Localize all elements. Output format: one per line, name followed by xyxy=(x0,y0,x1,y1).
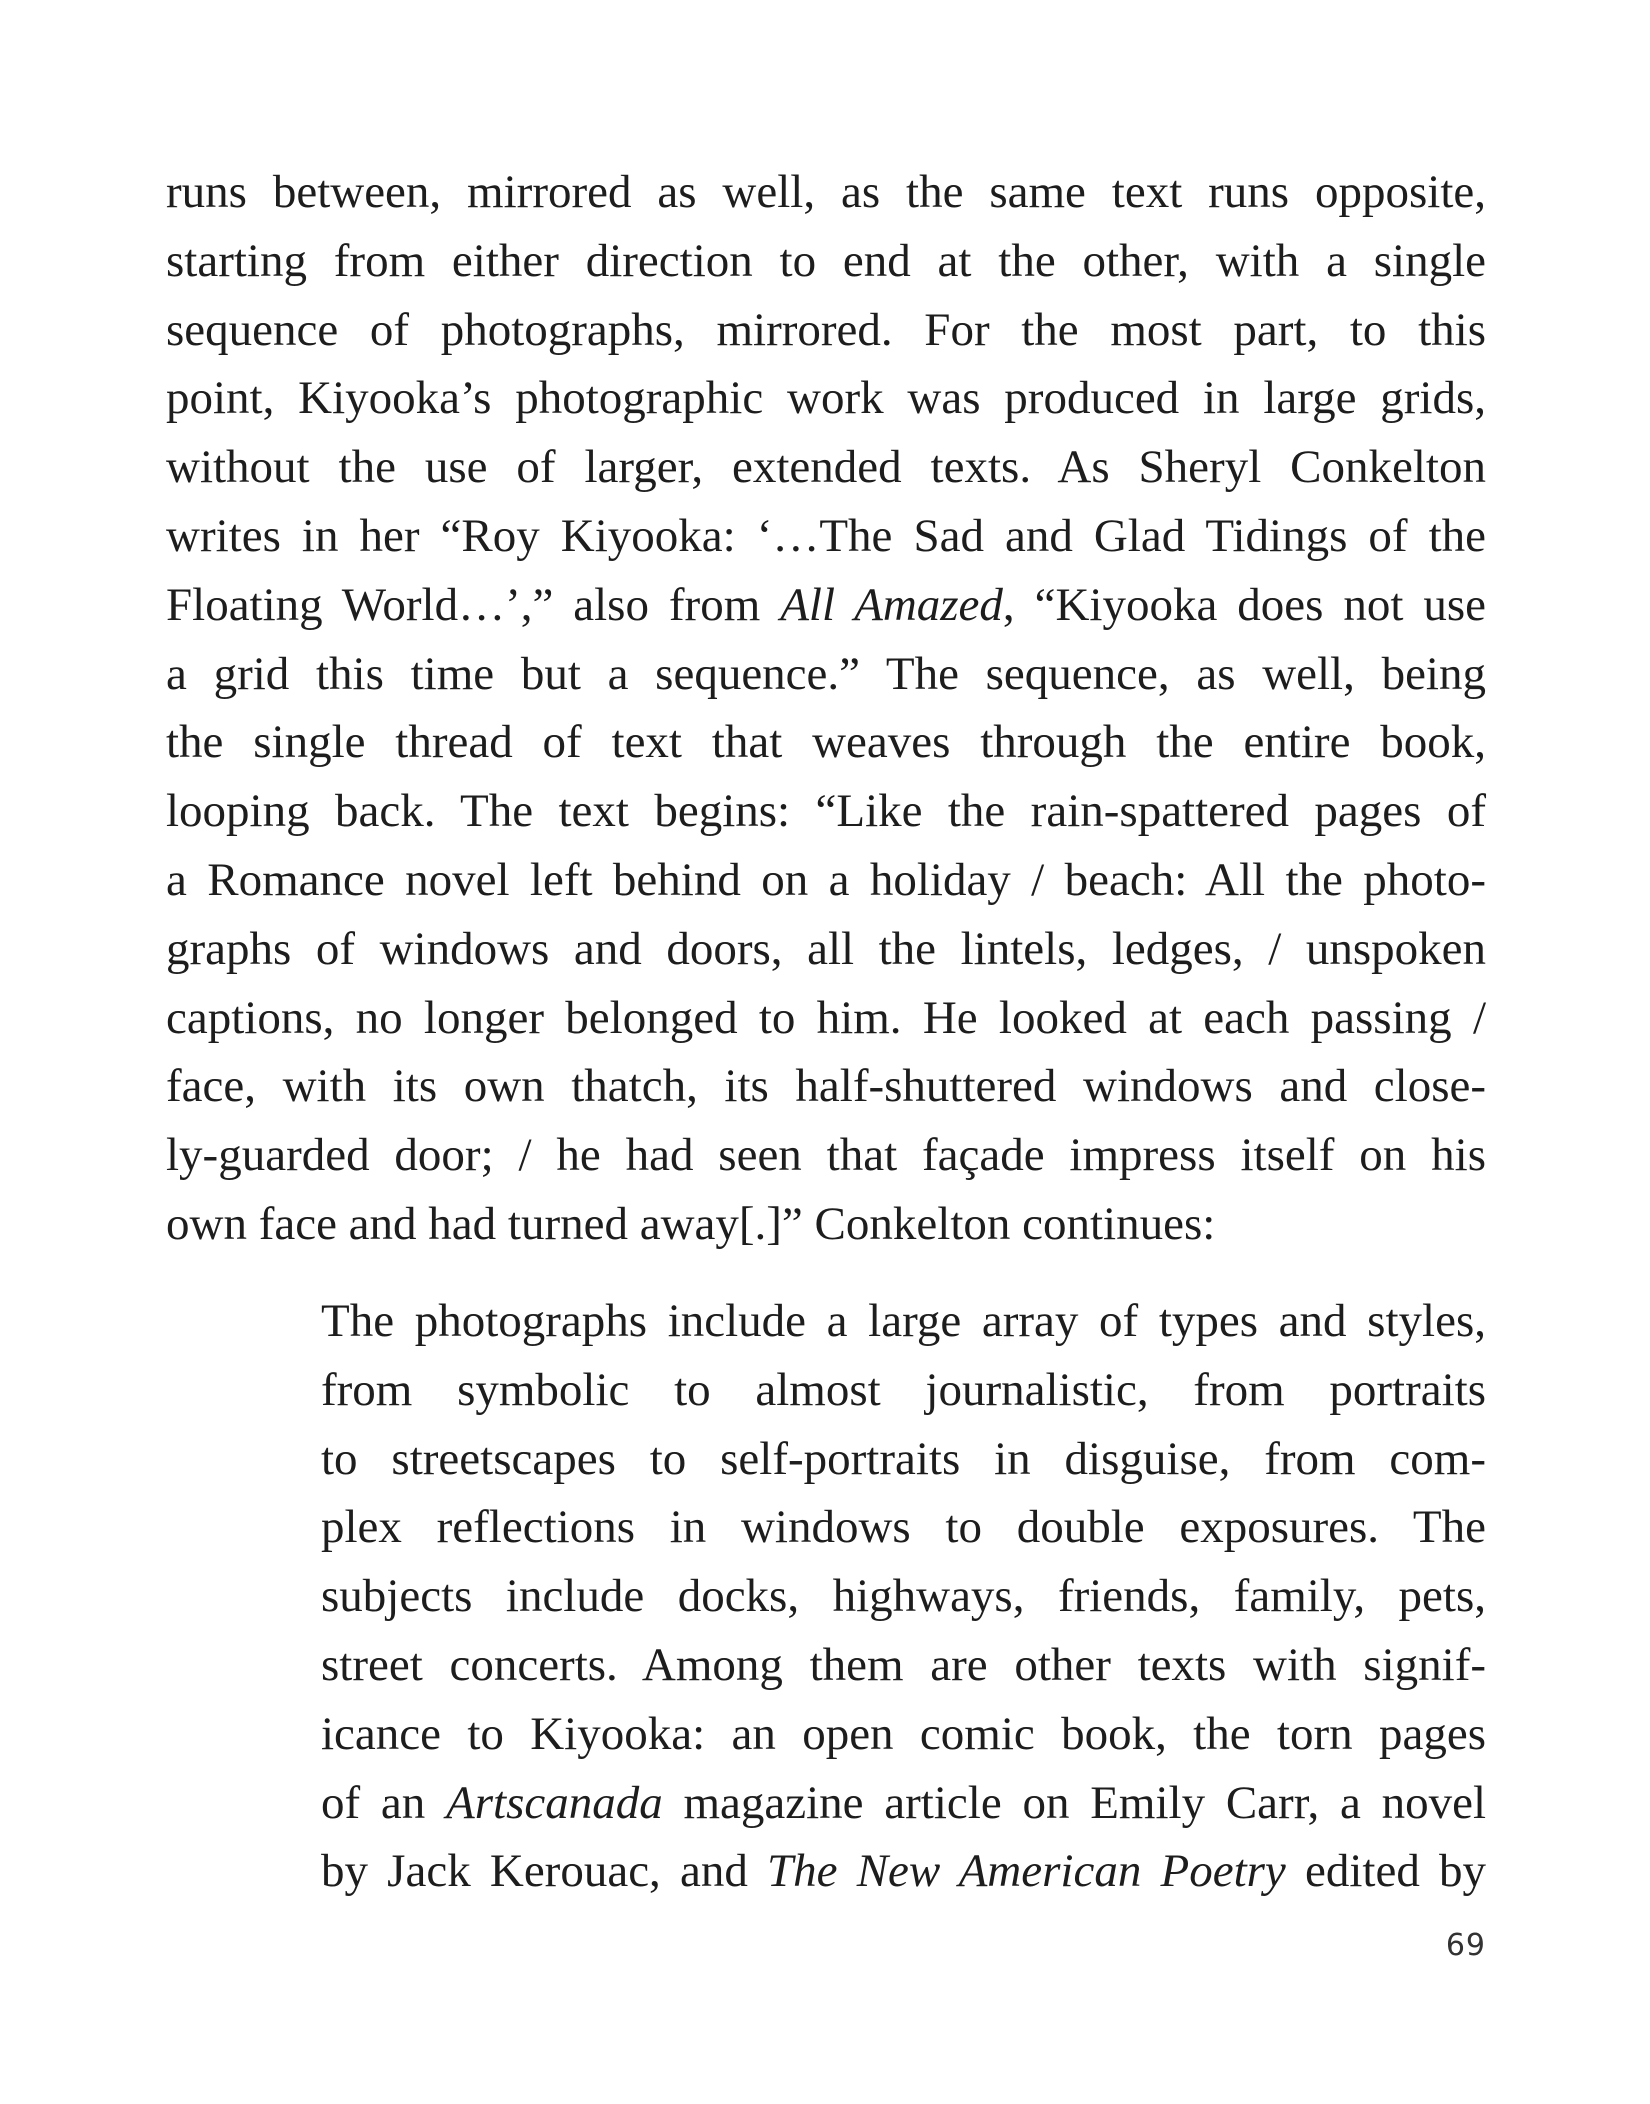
body-line xyxy=(166,296,1486,365)
italic-title: The New American Poetry xyxy=(767,1845,1286,1898)
line-text: of an Artscanada magazine article on Emily Carr, a novel xyxy=(321,1776,1486,1829)
quote-line xyxy=(321,1493,1486,1562)
line-text: runs between, mirrored as well, as the same text runs opposite, xyxy=(166,166,1486,218)
line-text: point, Kiyooka’s photographic work was produced in large grids, xyxy=(166,372,1486,425)
line-text: The photographs include a large array of types and styles, xyxy=(321,1295,1486,1347)
line-text: street concerts. Among them are other texts with signif- xyxy=(321,1638,1486,1691)
line-text: face, with its own thatch, its half-shuttered windows and close- xyxy=(166,1060,1486,1113)
line-text: from symbolic to almost journalistic, from portraits xyxy=(321,1363,1486,1416)
quote-line xyxy=(321,1769,1486,1838)
line-text: a Romance novel left behind on a holiday / beach: All the photo- xyxy=(166,853,1486,906)
quote-line xyxy=(321,1631,1486,1700)
line-text: captions, no longer belonged to him. He looked at each passing / xyxy=(166,991,1486,1044)
body-paragraph xyxy=(166,158,1486,1259)
body-line xyxy=(166,227,1486,296)
line-text: icance to Kiyooka: an open comic book, the torn pages xyxy=(321,1707,1486,1760)
line-text: by Jack Kerouac, and The New American Poetry edited by xyxy=(321,1845,1486,1898)
body-line xyxy=(166,708,1486,777)
quote-line xyxy=(321,1837,1486,1906)
line-text: looping back. The text begins: “Like the rain-spattered pages of xyxy=(166,785,1486,838)
line-text: a grid this time but a sequence.” The sequence, as well, being xyxy=(166,647,1486,700)
body-line xyxy=(166,640,1486,709)
body-line xyxy=(166,777,1486,846)
line-text: sequence of photographs, mirrored. For the most part, to this xyxy=(166,303,1486,356)
body-line xyxy=(166,1052,1486,1121)
page-number: 69 xyxy=(1445,1928,1486,1963)
body-line xyxy=(166,1190,1486,1259)
body-line xyxy=(166,364,1486,433)
quote-line xyxy=(321,1287,1486,1356)
line-text: Floating World…’,” also from All Amazed, “Kiyooka does not use xyxy=(166,578,1486,631)
body-line xyxy=(166,846,1486,915)
line-text: the single thread of text that weaves through the entire book, xyxy=(166,716,1486,769)
body-line xyxy=(166,1121,1486,1190)
body-line xyxy=(166,915,1486,984)
line-text: writes in her “Roy Kiyooka: ‘…The Sad and Glad Tidings of the xyxy=(166,509,1486,562)
block-quote xyxy=(321,1287,1486,1906)
line-text: without the use of larger, extended texts. As Sheryl Conkelton xyxy=(166,441,1486,494)
body-line xyxy=(166,433,1486,502)
line-text: to streetscapes to self-portraits in disguise, from com- xyxy=(321,1432,1486,1485)
italic-title: Artscanada xyxy=(446,1776,663,1829)
line-text: subjects include docks, highways, friends, family, pets, xyxy=(321,1570,1486,1623)
quote-line xyxy=(321,1562,1486,1631)
line-text: starting from either direction to end at the other, with a single xyxy=(166,234,1486,287)
line-text: ly-guarded door; / he had seen that façade impress itself on his xyxy=(166,1129,1486,1182)
italic-title: All Amazed xyxy=(780,578,1003,631)
line-text: graphs of windows and doors, all the lintels, ledges, / unspoken xyxy=(166,922,1486,975)
quote-line xyxy=(321,1425,1486,1494)
quote-line xyxy=(321,1700,1486,1769)
quote-line xyxy=(321,1356,1486,1425)
body-line xyxy=(166,984,1486,1053)
body-line xyxy=(166,158,1486,227)
body-line xyxy=(166,502,1486,571)
line-text: own face and had turned away[.]” Conkelton continues: xyxy=(166,1197,1216,1250)
line-text: plex reflections in windows to double exposures. The xyxy=(321,1501,1486,1554)
body-line xyxy=(166,571,1486,640)
